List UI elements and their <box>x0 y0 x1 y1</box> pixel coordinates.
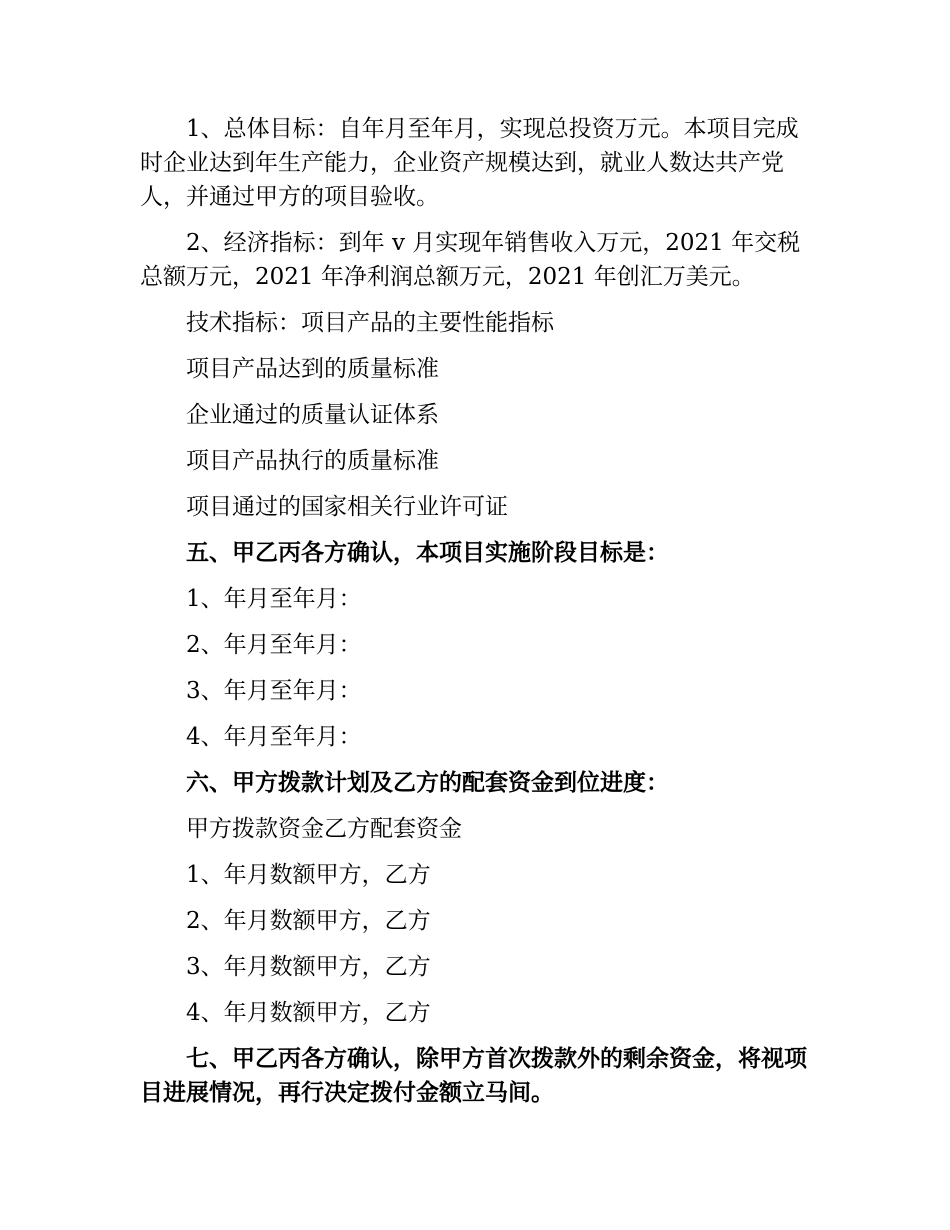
paragraph-funding-header: 甲方拨款资金乙方配套资金 <box>186 816 462 842</box>
list-item-stage-2: 2、年月至年月： <box>186 632 362 658</box>
paragraph-technical-indicators: 技术指标：项目产品的主要性能指标 <box>186 310 554 336</box>
list-item-funding-4: 4、年月数额甲方，乙方 <box>186 1000 431 1026</box>
section-heading-six: 六、甲方拨款计划及乙方的配套资金到位进度： <box>186 769 669 796</box>
list-item-funding-3: 3、年月数额甲方，乙方 <box>186 954 431 980</box>
paragraph-economic-indicators: 2、经济指标：到年 v 月实现年销售收入万元，2021 年交税总额万元，2021 年净利润总额万元，2021 年创汇万美元。 <box>140 230 801 290</box>
list-item-stage-3: 3、年月至年月： <box>186 678 362 704</box>
list-item-funding-1: 1、年月数额甲方，乙方 <box>186 862 431 888</box>
paragraph-quality-standard: 项目产品达到的质量标准 <box>186 356 439 382</box>
paragraph-overall-goal: 1、总体目标：自年月至年月，实现总投资万元。本项目完成时企业达到年生产能力，企业资产规模达到，就业人数达共产党人，并通过甲方的项目验收。 <box>140 116 799 210</box>
section-heading-seven: 七、甲乙丙各方确认，除甲方首次拨款外的剩余资金，将视项目进展情况，再行决定拨付金额立马间。 <box>140 1045 807 1106</box>
paragraph-executed-standard: 项目产品执行的质量标准 <box>186 448 439 474</box>
list-item-funding-2: 2、年月数额甲方，乙方 <box>186 908 431 934</box>
paragraph-industry-license: 项目通过的国家相关行业许可证 <box>186 494 508 520</box>
document-page <box>140 112 812 1122</box>
section-heading-five: 五、甲乙丙各方确认，本项目实施阶段目标是： <box>186 539 669 566</box>
list-item-stage-4: 4、年月至年月： <box>186 724 362 750</box>
list-item-stage-1: 1、年月至年月： <box>186 586 362 612</box>
paragraph-certification-system: 企业通过的质量认证体系 <box>186 402 439 428</box>
